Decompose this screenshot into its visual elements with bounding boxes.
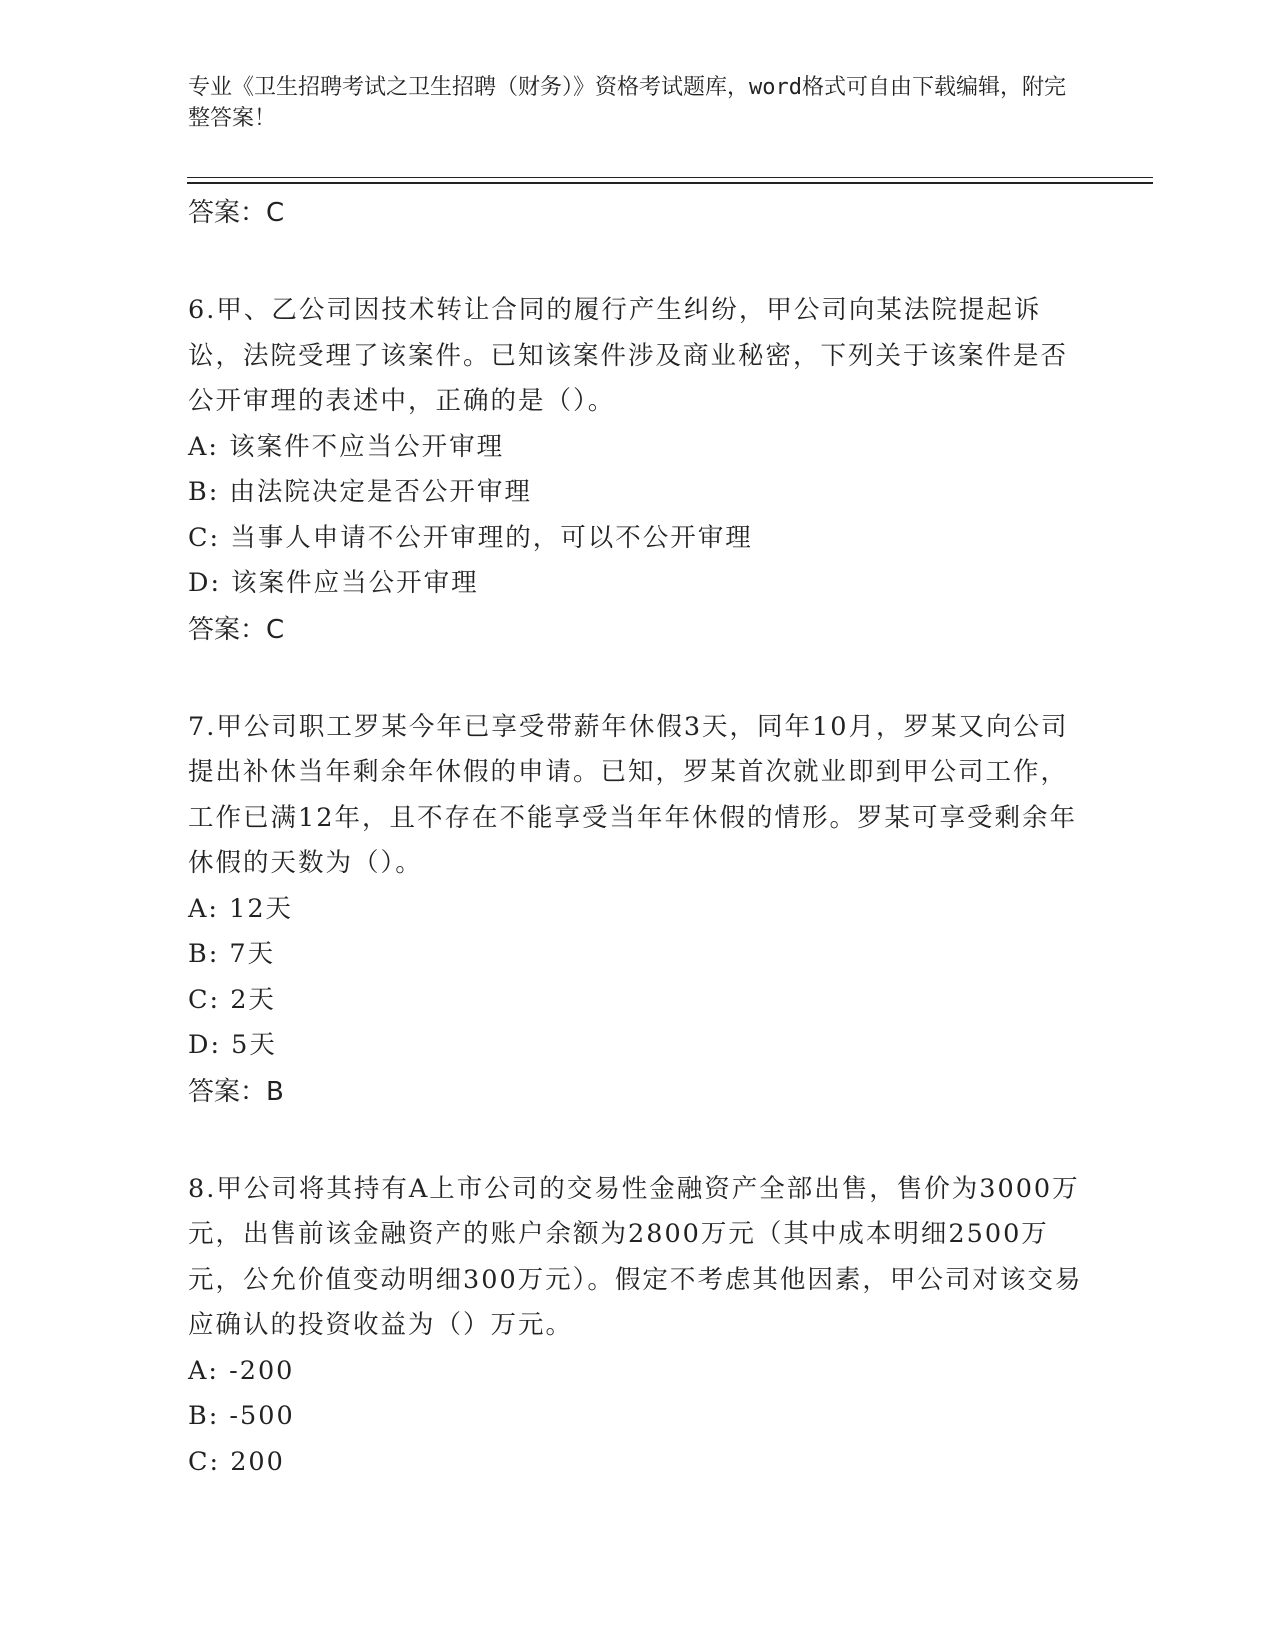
option-c: C: 当事人申请不公开审理的，可以不公开审理 (188, 522, 753, 553)
header-divider-thick (187, 182, 1153, 184)
question-item (188, 705, 1088, 1115)
option-c: C: 2天 (188, 984, 276, 1015)
question-list (188, 190, 1088, 1485)
option-a: A: 该案件不应当公开审理 (188, 431, 505, 462)
option-b: B: -500 (188, 1401, 295, 1431)
question-item (188, 1167, 1088, 1486)
option-d: D: 5天 (188, 1030, 277, 1060)
question-stem: 7.甲公司职工罗某今年已享受带薪年休假3天，同年10月，罗某又向公司提出补休当年剩余年休假的申请。已知，罗某首次就业即到甲公司工作，工作已满12年，且不存在不能享受当年年休假的情形。罗某可享受剩余年休假的天数为（）。 (188, 711, 1077, 878)
header-divider-thin (187, 177, 1153, 178)
option-a: A: 12天 (188, 893, 294, 924)
answer-label: 答案：B (188, 1076, 284, 1107)
question-item (188, 288, 1088, 653)
option-b: B: 7天 (188, 939, 276, 969)
document-header: 专业《卫生招聘考试之卫生招聘（财务）》资格考试题库，word格式可自由下载编辑，附完整答案！ (188, 75, 1066, 131)
question-stem: 6.甲、乙公司因技术转让合同的履行产生纠纷，甲公司向某法院提起诉讼，法院受理了该案件。已知该案件涉及商业秘密，下列关于该案件是否公开审理的表述中，正确的是（）。 (188, 295, 1069, 416)
answer-label: 答案：C (188, 198, 285, 228)
question-stem: 8.甲公司将其持有A上市公司的交易性金融资产全部出售，售价为3000万元，出售前该金融资产的账户余额为2800万元（其中成本明细2500万元，公允价值变动明细300万元）。假定不考虑其他因素，甲公司对该交易应确认的投资收益为（）万元。 (188, 1173, 1083, 1340)
option-d: D: 该案件应当公开审理 (188, 568, 479, 598)
option-b: B: 由法院决定是否公开审理 (188, 477, 532, 507)
option-a: A: -200 (188, 1355, 295, 1386)
answer-label: 答案：C (188, 614, 285, 645)
option-c: C: 200 (188, 1446, 285, 1477)
